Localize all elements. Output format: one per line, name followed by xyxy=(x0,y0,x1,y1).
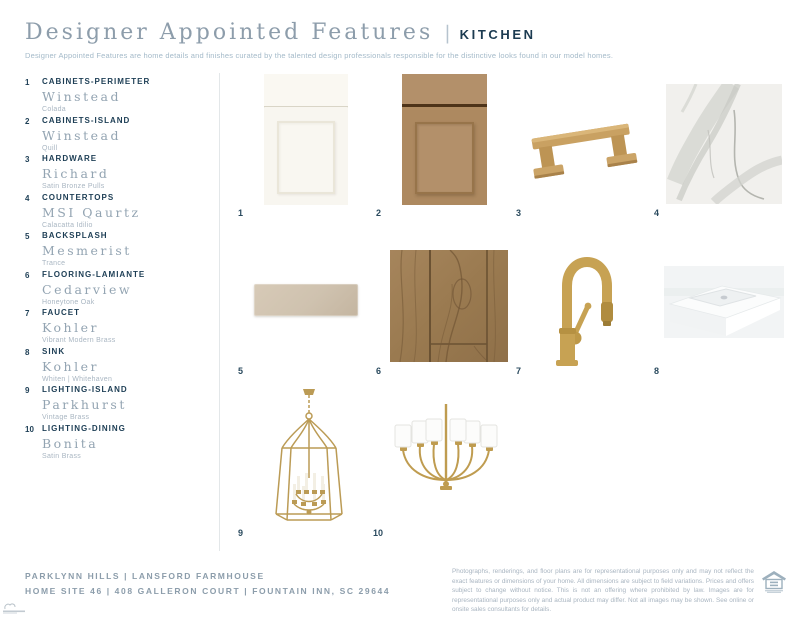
faucet-swatch xyxy=(548,246,620,368)
feature-brand: Parkhurst xyxy=(42,397,127,412)
vertical-divider xyxy=(219,73,220,551)
swatch-label-10: 10 xyxy=(373,528,384,538)
sink-swatch xyxy=(664,266,784,338)
feature-category: LIGHTING-DINING xyxy=(42,424,126,433)
feature-number: 1 xyxy=(25,78,30,87)
cabinet-drawer-front xyxy=(402,74,487,107)
feature-brand: Cedarview xyxy=(42,282,133,297)
footer-left xyxy=(25,571,390,596)
cabinet-door-panel xyxy=(277,121,335,194)
corner-watermark xyxy=(2,601,28,618)
feature-finish: Satin Brass xyxy=(42,453,82,460)
chandelier-icon xyxy=(392,402,500,512)
feature-item-cabinets-island xyxy=(25,116,217,152)
feature-number: 5 xyxy=(25,232,30,241)
feature-finish: Quill xyxy=(42,145,58,152)
feature-finish: Whiten | Whitehaven xyxy=(42,376,113,383)
feature-brand: Mesmerist xyxy=(42,243,132,258)
page-title: Designer Appointed Features xyxy=(25,20,434,45)
lighting-island-swatch xyxy=(266,388,352,530)
section-label: KITCHEN xyxy=(459,27,536,42)
feature-number: 7 xyxy=(25,309,30,318)
swatch-label-2: 2 xyxy=(376,208,382,218)
feature-number: 8 xyxy=(25,348,30,357)
title-row xyxy=(25,20,765,45)
cabinet-door-front xyxy=(402,110,487,205)
community-name: PARKLYNN HILLS | LANSFORD FARMHOUSE xyxy=(25,571,265,581)
feature-item-faucet xyxy=(25,308,217,344)
equal-housing-logo-icon xyxy=(762,571,788,598)
swatch-label-4: 4 xyxy=(654,208,660,218)
feature-finish: Satin Bronze Pulls xyxy=(42,183,105,190)
feature-category: COUNTERTOPS xyxy=(42,193,115,202)
cabinet-pull-icon xyxy=(523,105,641,183)
flooring-swatch xyxy=(390,250,508,362)
home-site-address: HOME SITE 46 | 408 GALLERON COURT | FOUNTAIN INN, SC 29644 xyxy=(25,586,391,596)
feature-finish: Calacatta Idilio xyxy=(42,222,93,229)
cabinet-door-front xyxy=(264,108,348,205)
feature-number: 6 xyxy=(25,271,30,280)
swatch-label-6: 6 xyxy=(376,366,382,376)
farmhouse-sink-graphic xyxy=(664,266,784,338)
swatch-label-8: 8 xyxy=(654,366,660,376)
swatch-label-9: 9 xyxy=(238,528,244,538)
feature-category: HARDWARE xyxy=(42,154,98,163)
legal-disclaimer: Photographs, renderings, and floor plans are for representational purposes only and may not reflect the exact features or dimensions of your home. All dimensions are subject to field variations. Prices and offers subject to change without notice. This is not an offering where prohibited by law. Images are for representational purposes only and actual product may differ. Not all images may be shown. See online or onsite sales consultants for details. xyxy=(452,568,754,614)
feature-finish: Trance xyxy=(42,260,66,267)
faucet-icon xyxy=(548,246,620,368)
feature-brand: Kohler xyxy=(42,320,99,335)
feature-number: 4 xyxy=(25,194,30,203)
cabinet-drawer-front xyxy=(264,74,348,107)
quartz-veining-graphic xyxy=(666,84,782,204)
wood-grain-graphic xyxy=(390,250,508,362)
swatch-label-1: 1 xyxy=(238,208,244,218)
lantern-pendant-icon xyxy=(266,388,352,530)
feature-category: FLOORING-LAMIANTE xyxy=(42,270,146,279)
swatch-label-5: 5 xyxy=(238,366,244,376)
backsplash-tile-swatch xyxy=(254,284,358,316)
feature-item-sink xyxy=(25,347,217,383)
feature-finish: Vintage Brass xyxy=(42,414,90,421)
feature-finish: Colada xyxy=(42,106,66,113)
hardware-pull-swatch xyxy=(523,105,641,183)
feature-item-lighting-island xyxy=(25,385,217,421)
cabinet-door-panel xyxy=(415,122,474,194)
feature-item-cabinets-perimeter xyxy=(25,77,217,113)
feature-item-backsplash xyxy=(25,231,217,267)
lighting-dining-swatch xyxy=(392,402,500,512)
feature-item-flooring xyxy=(25,270,217,306)
feature-category: BACKSPLASH xyxy=(42,231,108,240)
feature-brand: Winstead xyxy=(42,128,121,143)
feature-finish: Vibrant Modern Brass xyxy=(42,337,116,344)
feature-item-countertops xyxy=(25,193,217,229)
feature-brand: Winstead xyxy=(42,89,121,104)
feature-item-hardware xyxy=(25,154,217,190)
swatch-label-3: 3 xyxy=(516,208,522,218)
feature-brand: Bonita xyxy=(42,436,99,451)
feature-category: LIGHTING-ISLAND xyxy=(42,385,128,394)
countertop-swatch xyxy=(666,84,782,204)
page-subtitle: Designer Appointed Features are home details and finishes curated by the talented design professionals responsible for the distinctive looks found in our model homes. xyxy=(25,51,614,60)
feature-category: FAUCET xyxy=(42,308,80,317)
header xyxy=(25,20,765,60)
feature-brand: Kohler xyxy=(42,359,99,374)
feature-brand: Richard xyxy=(42,166,110,181)
feature-finish: Honeytone Oak xyxy=(42,299,95,306)
swatch-label-7: 7 xyxy=(516,366,522,376)
feature-number: 3 xyxy=(25,155,30,164)
cabinet-island-swatch xyxy=(402,74,487,205)
feature-number: 9 xyxy=(25,386,30,395)
feature-category: CABINETS-PERIMETER xyxy=(42,77,151,86)
feature-number: 10 xyxy=(25,425,34,434)
feature-number: 2 xyxy=(25,117,30,126)
feature-item-lighting-dining xyxy=(25,424,217,460)
feature-category: CABINETS-ISLAND xyxy=(42,116,131,125)
feature-brand: MSI Qaurtz xyxy=(42,205,141,220)
title-separator: | xyxy=(444,22,451,44)
cabinet-perimeter-swatch xyxy=(264,74,348,205)
feature-category: SINK xyxy=(42,347,66,356)
